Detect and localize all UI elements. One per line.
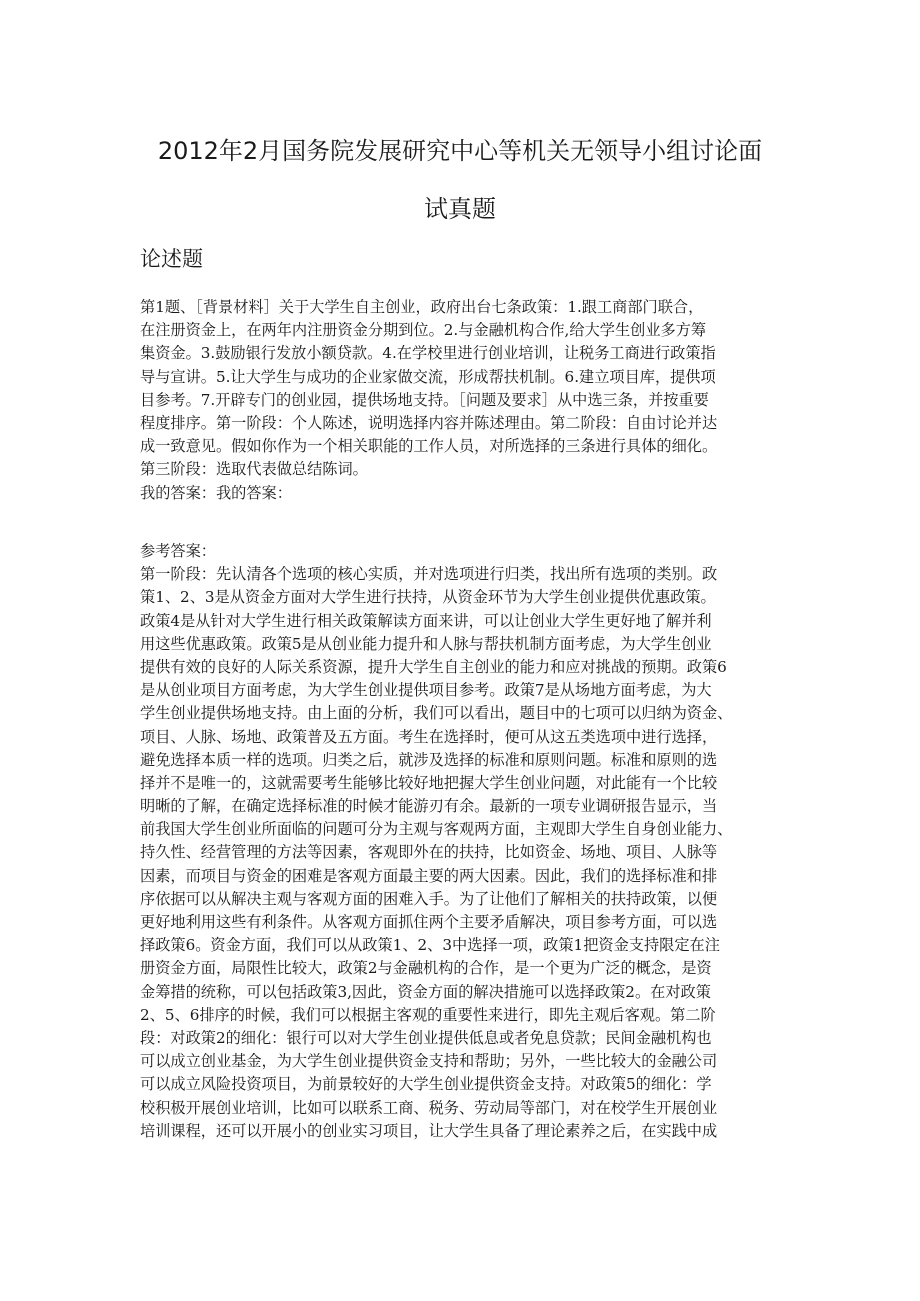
answer-line: 因素，而项目与资金的困难是客观方面最主要的两大因素。因此，我们的选择标准和排 [140, 866, 718, 885]
question-block [140, 296, 784, 505]
question-line: 第1题、［背景材料］关于大学生自主创业，政府出台七条政策：1.跟工商部门联合， [140, 298, 704, 316]
answer-line: 学生创业提供场地支持。由上面的分析，我们可以看出，题目中的七项可以归纳为资金、 [140, 704, 733, 723]
question-line: 在注册资金上，在两年内注册资金分期到位。2.与金融机构合作,给大学生创业多方筹 [140, 321, 707, 340]
answer-line: 可以成立创业基金，为大学生创业提供资金支持和帮助；另外，一些比较大的金融公司 [140, 1052, 718, 1071]
answer-line: 策1、2、3是从资金方面对大学生进行扶持，从资金环节为大学生创业提供优惠政策。 [140, 588, 716, 607]
title-line-1: 2012年2月国务院发展研究中心等机关无领导小组讨论面 [157, 137, 763, 165]
answer-line: 2、5、6排序的时候，我们可以根据主客观的重要性来进行，即先主观后客观。第二阶 [140, 1005, 716, 1024]
answer-line: 更好地利用这些有利条件。从客观方面抓住两个主要矛盾解决，项目参考方面，可以选 [140, 913, 718, 931]
question-line: 目参考。7.开辟专门的创业园，提供场地支持。［问题及要求］从中选三条，并按重要 [140, 390, 709, 409]
reference-answer-label: 参考答案： [140, 542, 216, 560]
answer-line: 培训课程，还可以开展小的创业实习项目，让大学生具备了理论素养之后，在实践中成 [140, 1121, 718, 1140]
question-line: 成一致意见。假如你作为一个相关职能的工作人员，对所选择的三条进行具体的细化。 [140, 437, 718, 456]
section-heading: 论述题 [140, 247, 203, 271]
question-line: 第三阶段：选取代表做总结陈词。 [140, 460, 368, 479]
answer-line: 择政策6。资金方面，我们可以从政策1、2、3中选择一项，政策1把资金支持限定在注 [140, 936, 720, 955]
answer-line: 可以成立风险投资项目，为前景较好的大学生创业提供资金支持。对政策5的细化：学 [140, 1075, 712, 1094]
answer-line: 提供有效的良好的人际关系资源，提升大学生自主创业的能力和应对挑战的预期。政策6 [140, 657, 727, 676]
answer-line: 择并不是唯一的，这就需要考生能够比较好地把握大学生创业问题，对此能有一个比较 [140, 773, 718, 792]
answer-line: 校积极开展创业培训，比如可以联系工商、税务、劳动局等部门，对在校学生开展创业 [140, 1098, 718, 1117]
title-line-2: 试真题 [424, 195, 496, 223]
answer-line: 明晰的了解，在确定选择标准的时候才能游刃有余。最新的一项专业调研报告显示，当 [140, 797, 718, 816]
answer-line: 项目、人脉、场地、政策普及五方面。考生在选择时，便可从这五类选项中进行选择， [140, 727, 718, 746]
answer-line: 用这些优惠政策。政策5是从创业能力提升和人脉与帮扶机制方面考虑，为大学生创业 [140, 634, 712, 653]
answer-line: 持久性、经营管理的方法等因素，客观即外在的扶持，比如资金、场地、项目、人脉等 [140, 843, 718, 862]
question-line: 程度排序。第一阶段：个人陈述，说明选择内容并陈述理由。第二阶段：自由讨论并达 [140, 413, 718, 432]
answer-line: 金筹措的统称，可以包括政策3,因此，资金方面的解决措施可以选择政策2。在对政策 [140, 982, 711, 1001]
answer-line: 段：对政策2的细化：银行可以对大学生创业提供低息或者免息贷款；民间金融机构也 [140, 1028, 712, 1047]
answer-line: 是从创业项目方面考虑，为大学生创业提供项目参考。政策7是从场地方面考虑，为大 [140, 681, 712, 700]
document-title [140, 122, 780, 238]
reference-answer-block [140, 540, 784, 1143]
answer-line: 册资金方面，局限性比较大，政策2与金融机构的合作，是一个更为广泛的概念，是资 [140, 959, 712, 978]
answer-line: 第一阶段：先认清各个选项的核心实质，并对选项进行归类，找出所有选项的类别。政 [140, 565, 718, 584]
question-line: 导与宣讲。5.让大学生与成功的企业家做交流，形成帮扶机制。6.建立项目库，提供项 [140, 367, 716, 386]
answer-line: 序依据可以从解决主观与客观方面的困难入手。为了让他们了解相关的扶持政策，以便 [140, 889, 718, 908]
question-line: 集资金。3.鼓励银行发放小额贷款。4.在学校里进行创业培训，让税务工商进行政策指 [140, 344, 716, 363]
my-answer-line: 我的答案：我的答案： [140, 483, 292, 502]
answer-line: 前我国大学生创业所面临的问题可分为主观与客观两方面，主观即大学生自身创业能力、 [140, 820, 733, 839]
answer-line: 政策4是从针对大学生进行相关政策解读方面来讲，可以让创业大学生更好地了解并利 [140, 611, 712, 630]
answer-line: 避免选择本质一样的选项。归类之后，就涉及选择的标准和原则问题。标准和原则的选 [140, 750, 718, 769]
